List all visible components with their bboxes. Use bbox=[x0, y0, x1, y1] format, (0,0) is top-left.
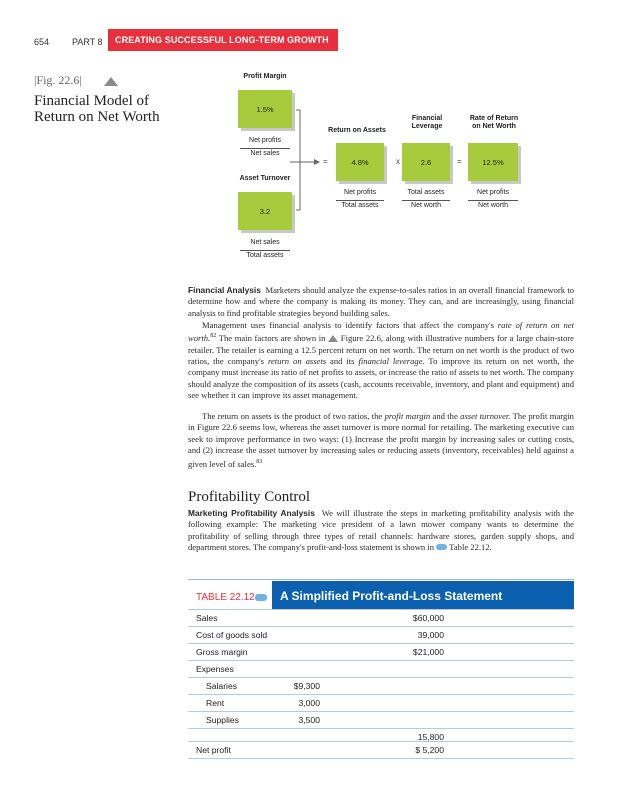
figure-title-line1: Financial Model of bbox=[34, 93, 149, 109]
table-rule bbox=[188, 694, 574, 695]
profit-margin-fraction-line bbox=[240, 148, 290, 149]
p4-a: We will illustrate the steps in marketing profitability analysis with the following example: The marketing vice president of a lawn mower company wants to determine the profitability of selling through three types of retail channels: hardware stores, garden supply shops, and department stores. The company's profit-and-loss statement is shown in bbox=[188, 508, 574, 553]
return-on-assets-fraction-line bbox=[336, 200, 384, 201]
row-net-profit-label: Net profit bbox=[196, 745, 231, 755]
profit-margin-label: Profit Margin bbox=[243, 73, 287, 80]
return-on-assets-denominator: Total assets bbox=[341, 202, 379, 209]
p2-i1: rate of return on net worth. bbox=[188, 320, 575, 344]
heading-marketing-profitability: Marketing Profitability Analysis bbox=[188, 508, 315, 518]
heading-financial-analysis: Financial Analysis bbox=[188, 285, 261, 295]
return-on-net-worth-label-line2: on Net Worth bbox=[472, 123, 516, 130]
row-sales-value: $60,000 bbox=[412, 613, 444, 623]
p1-text: Marketers should analyze the expense-to-sales ratios in an overall financial framework to determine how and where the company is making its money. They can, and are increasingly, using financial analysis to find profitable strategies beyond building sales. bbox=[188, 285, 575, 318]
table-rule bbox=[188, 660, 574, 661]
row-net-profit-value: $ 5,200 bbox=[415, 745, 444, 755]
equals-operator: = bbox=[323, 157, 328, 166]
financial-leverage-label-line1: Financial bbox=[411, 115, 443, 122]
p2-d: and its bbox=[326, 356, 359, 367]
financial-leverage-label bbox=[400, 115, 454, 131]
financial-leverage-box bbox=[402, 143, 450, 181]
p4-b: Table 22.12. bbox=[447, 542, 492, 553]
diagram-connectors bbox=[0, 0, 623, 300]
financial-leverage-numerator: Total assets bbox=[407, 189, 445, 196]
return-on-net-worth-label-line1: Rate of Return bbox=[469, 115, 519, 122]
table-rule bbox=[188, 643, 574, 644]
p3-i2: asset turnover. bbox=[460, 411, 511, 421]
table-rule bbox=[188, 609, 574, 610]
table-rule bbox=[188, 741, 574, 742]
profit-margin-box bbox=[238, 90, 292, 128]
financial-leverage-value: 2.6 bbox=[420, 157, 432, 167]
row-rent-value: 3,000 bbox=[298, 698, 320, 708]
return-on-net-worth-value: 12.5% bbox=[482, 157, 504, 167]
p2-i2: return on assets bbox=[267, 356, 327, 367]
paragraph-return-on-assets bbox=[188, 411, 574, 470]
asset-turnover-denominator: Total assets bbox=[246, 252, 284, 259]
row-sales-label: Sales bbox=[196, 613, 218, 623]
return-on-assets-label: Return on Assets bbox=[328, 127, 386, 134]
row-total-expenses-value: 15,800 bbox=[417, 732, 444, 742]
p2-i3: financial leverage. bbox=[358, 356, 425, 367]
return-on-net-worth-numerator: Net profits bbox=[477, 189, 509, 196]
equals-operator-2: = bbox=[457, 157, 462, 166]
return-on-net-worth-label bbox=[462, 115, 526, 131]
asset-turnover-label: Asset Turnover bbox=[239, 175, 291, 182]
table-rule bbox=[188, 711, 574, 712]
return-on-net-worth-fraction-line bbox=[468, 200, 518, 201]
paragraph-financial-analysis bbox=[188, 285, 574, 319]
p2-a: Management uses financial analysis to identify factors that affect the company's bbox=[202, 320, 498, 330]
part-label: PART 8 bbox=[72, 37, 103, 47]
p3-i1: profit margin bbox=[384, 411, 431, 421]
return-on-net-worth-box bbox=[468, 143, 518, 181]
paragraph-marketing-profitability bbox=[188, 508, 574, 554]
table-rule bbox=[188, 677, 574, 678]
return-on-assets-numerator: Net profits bbox=[344, 189, 376, 196]
row-salaries-value: $9,300 bbox=[293, 681, 320, 691]
table-rule bbox=[188, 626, 574, 627]
figure-label-text: Fig. 22.6 bbox=[36, 73, 80, 87]
row-rent-label: Rent bbox=[206, 698, 225, 708]
p3-sup: 83 bbox=[256, 458, 263, 465]
row-supplies-label: Supplies bbox=[206, 715, 239, 725]
return-on-net-worth-denominator: Net worth bbox=[478, 202, 508, 209]
section-title-profitability-control: Profitability Control bbox=[188, 489, 311, 505]
paragraph-management bbox=[188, 320, 574, 402]
page-number: 654 bbox=[34, 37, 50, 47]
return-on-assets-box bbox=[336, 143, 384, 181]
table-title: A Simplified Profit-and-Loss Statement bbox=[280, 589, 503, 603]
row-cogs-label: Cost of goods sold bbox=[196, 630, 268, 640]
table-rule bbox=[188, 758, 574, 759]
p3-c: The profit margin in Figure 22.6 seems low, whereas the asset turnover is more normal for retailing. The marketing executive can seek to improve performance in two ways: (1) Increase the profit margin by increasing sales or cutting costs, and (2) increase the asset turnover by increasing sales or reducing assets (inventory, receivables) held against a given level of sales. bbox=[188, 411, 574, 469]
row-gross-label: Gross margin bbox=[196, 647, 248, 657]
banner-title: CREATING SUCCESSFUL LONG-TERM GROWTH bbox=[115, 35, 329, 45]
row-expenses-label: Expenses bbox=[196, 664, 234, 674]
profit-margin-value: 1.5% bbox=[256, 104, 274, 114]
table-icon[interactable] bbox=[255, 594, 267, 601]
row-gross-value: $21,000 bbox=[412, 647, 444, 657]
row-salaries-label: Salaries bbox=[206, 681, 238, 691]
financial-leverage-label-line2: Leverage bbox=[411, 123, 443, 130]
table-rule bbox=[188, 728, 574, 729]
return-on-assets-value: 4.8% bbox=[351, 157, 369, 167]
p3-a: The return on assets is the product of two ratios, the bbox=[202, 411, 385, 421]
asset-turnover-fraction-line bbox=[240, 250, 290, 251]
financial-leverage-denominator: Net worth bbox=[411, 202, 441, 209]
figure-label: |Fig. 22.6| bbox=[34, 73, 82, 87]
p2-sup: 82 bbox=[210, 333, 217, 340]
figure-title-line2: Return on Net Worth bbox=[34, 109, 160, 125]
asset-turnover-value: 3.2 bbox=[259, 206, 271, 216]
asset-turnover-box bbox=[238, 192, 292, 230]
p3-b: and the bbox=[430, 411, 461, 421]
times-operator: x bbox=[396, 157, 400, 166]
p2-c: Figure 22.6, along with illustrative numbers for a large chain-store retailer. The retailer is earning a 12.5 percent return on net worth. The return on net worth is the product of two ratios, the company's bbox=[188, 333, 574, 367]
profit-margin-denominator: Net sales bbox=[250, 150, 280, 157]
triangle-icon[interactable] bbox=[328, 335, 338, 342]
row-supplies-value: 3,500 bbox=[298, 715, 320, 725]
row-cogs-value: 39,000 bbox=[417, 630, 444, 640]
table-top-rule bbox=[188, 579, 574, 580]
p2-b: The main factors are shown in bbox=[216, 333, 329, 344]
asset-turnover-numerator: Net sales bbox=[250, 239, 280, 246]
profit-margin-numerator: Net profits bbox=[249, 137, 281, 144]
p2-e: To improve its return on net worth, the company must increase its ratio of net profits to assets, or increase the ratio of assets to net worth. The company should analyze the composition of its assets (cash, accounts receivable, inventory, and plant and equipment) and see whether it can improve its asset management. bbox=[188, 356, 574, 401]
table-link-icon[interactable] bbox=[436, 544, 447, 550]
table-label: TABLE 22.12 bbox=[196, 592, 255, 603]
financial-leverage-fraction-line bbox=[402, 200, 450, 201]
